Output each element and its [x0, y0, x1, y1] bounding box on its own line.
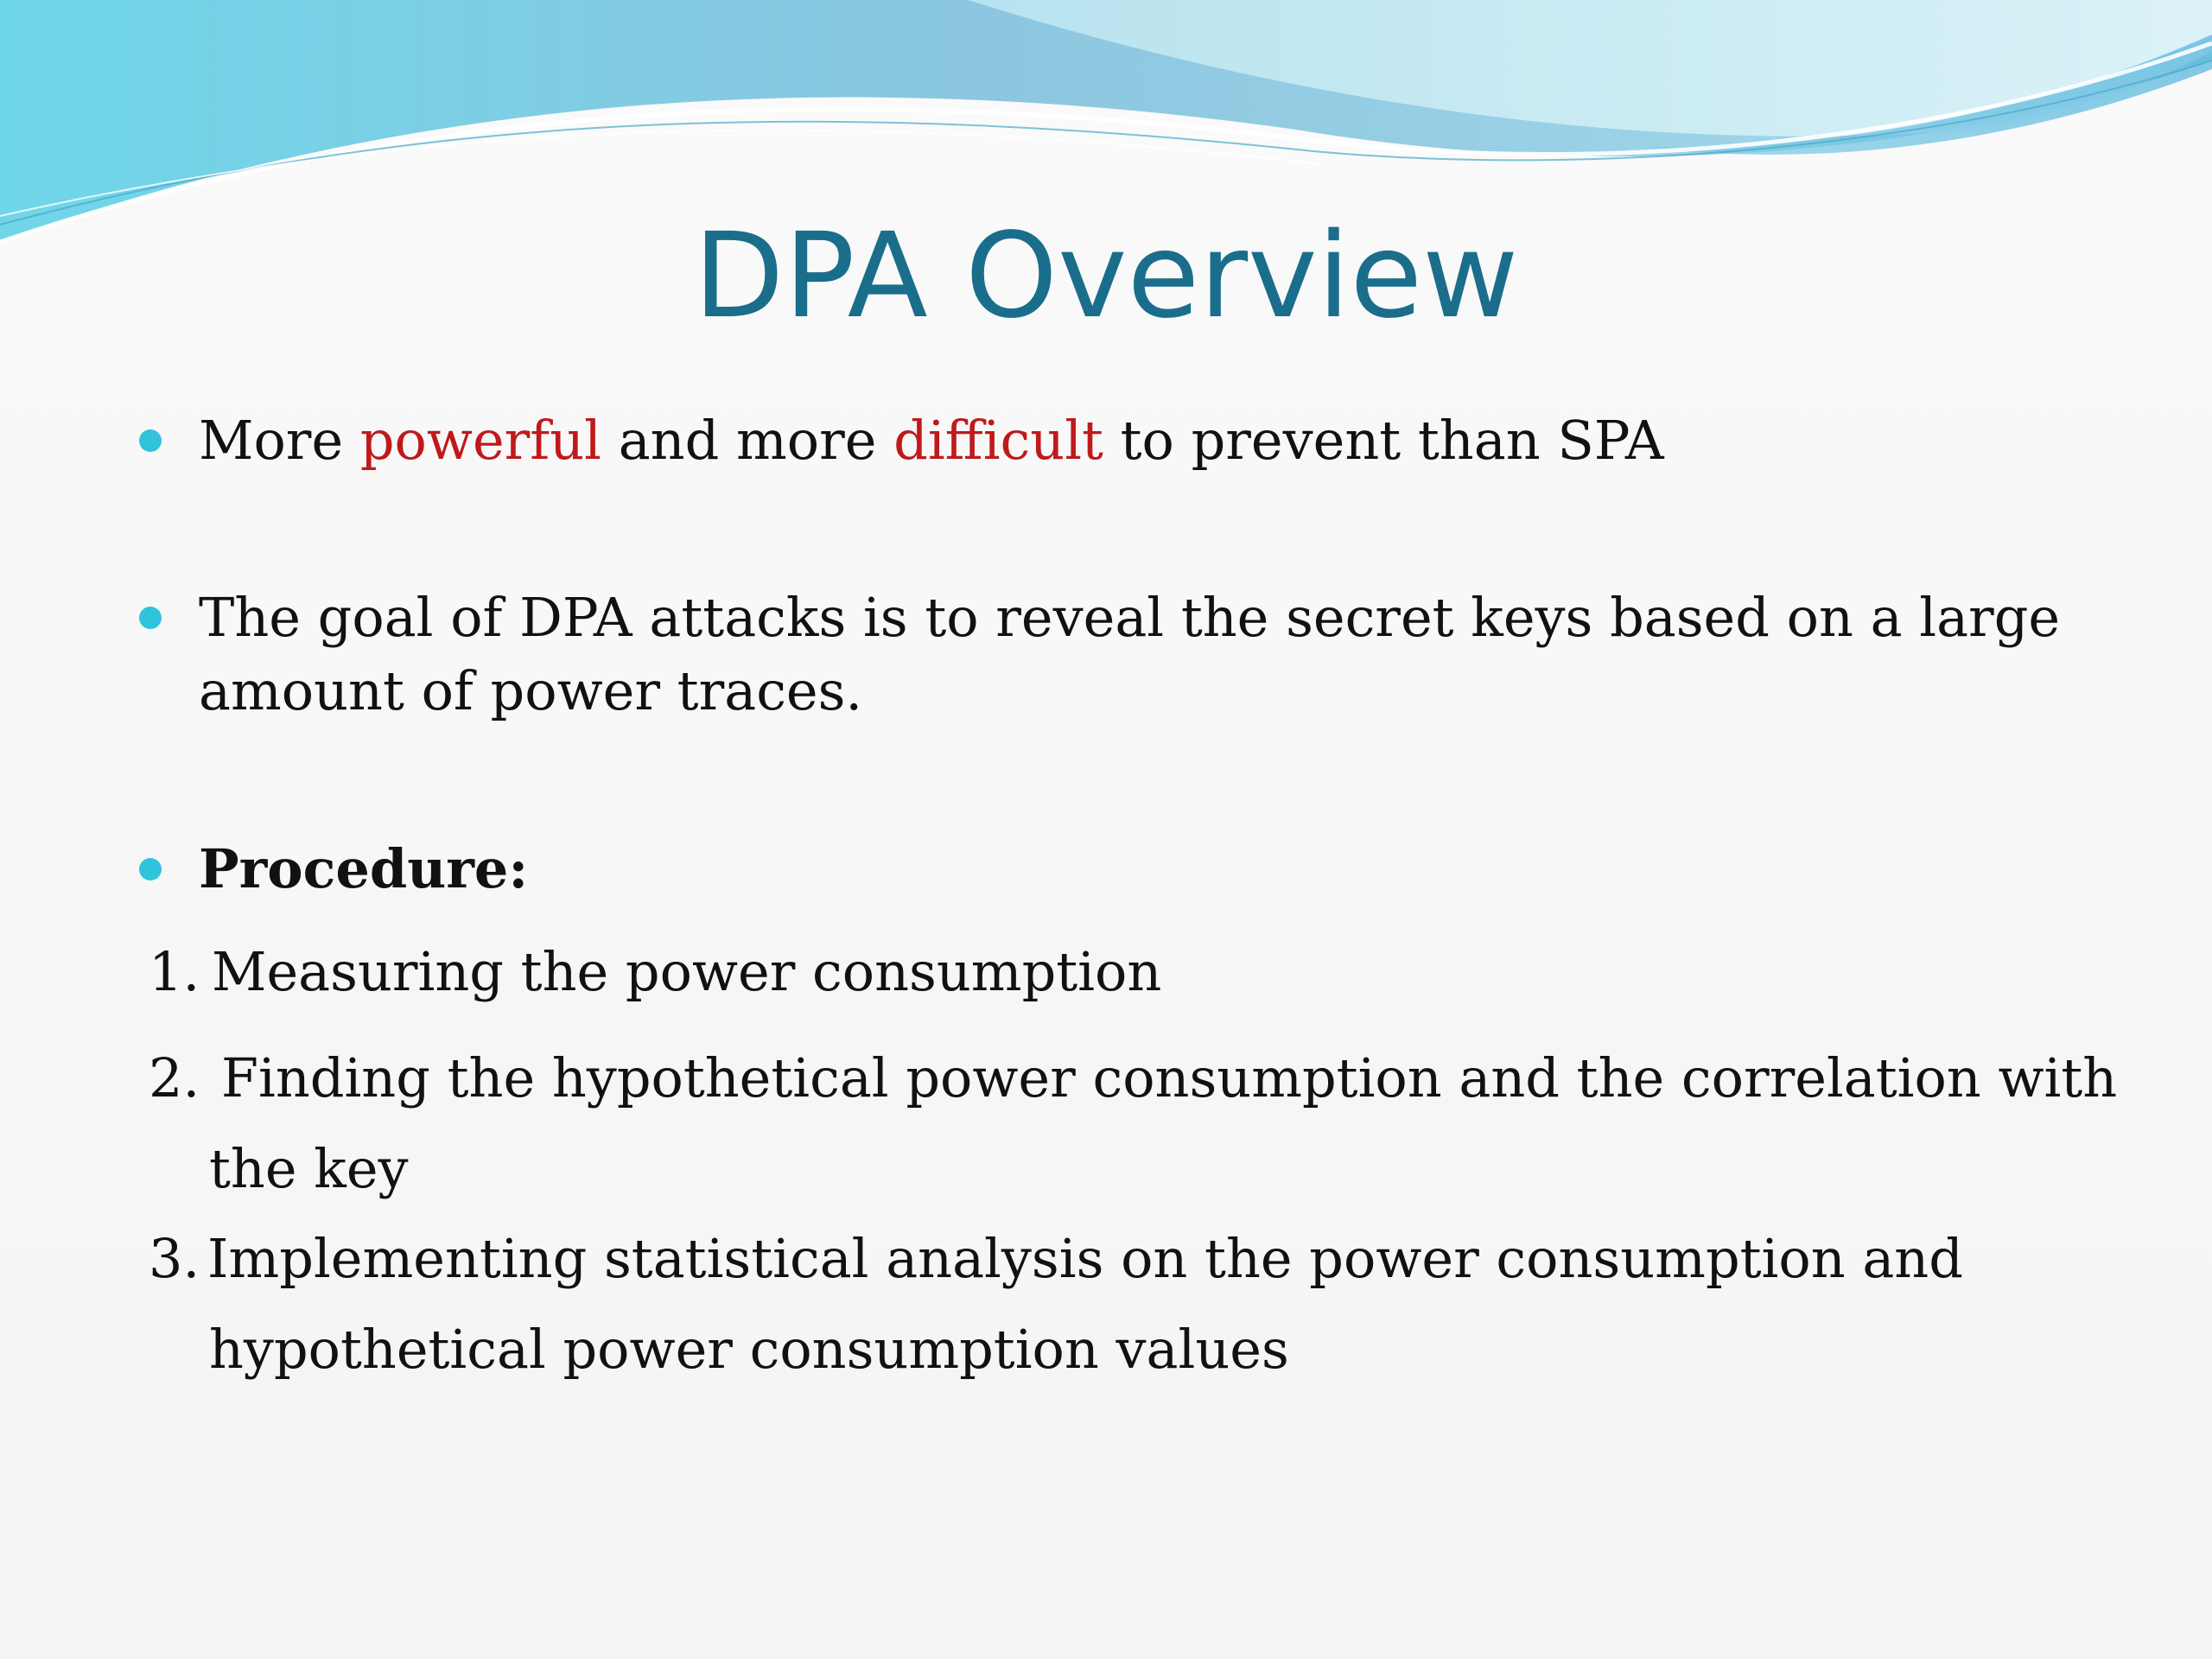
step-2-number: 2. [149, 1046, 200, 1109]
step-3-text-line-2: hypothetical power consumption values [209, 1318, 1289, 1381]
highlight-powerful: powerful [359, 409, 601, 472]
bullet-2-line-1: The goal of DPA attacks is to reveal the secret keys based on a large [199, 586, 2061, 649]
bullet-2-line-2: amount of power traces. [199, 659, 863, 722]
highlight-difficult: difficult [893, 409, 1103, 472]
bullet-dot [139, 429, 162, 452]
step-3-number: 3. [149, 1227, 200, 1290]
step-2-text-line-1: Finding the hypothetical power consumption and the correlation with [221, 1046, 2118, 1109]
step-1-text: Measuring the power consumption [212, 940, 1162, 1003]
step-2-text-line-2: the key [209, 1137, 409, 1200]
step-1-number: 1. [149, 940, 200, 1003]
bullet-1-text-c: to prevent than SPA [1103, 409, 1664, 472]
step-3-text-line-1: Implementing statistical analysis on the power consumption and [207, 1227, 1963, 1290]
procedure-label: Procedure: [199, 837, 529, 900]
slide-title: DPA Overview [693, 208, 1519, 345]
bullet-1 [199, 406, 1664, 475]
bullet-1-text-b: and more [601, 409, 894, 472]
bullet-dot [139, 858, 162, 880]
bullet-dot [139, 607, 162, 629]
bullet-1-text-a: More [199, 409, 360, 472]
